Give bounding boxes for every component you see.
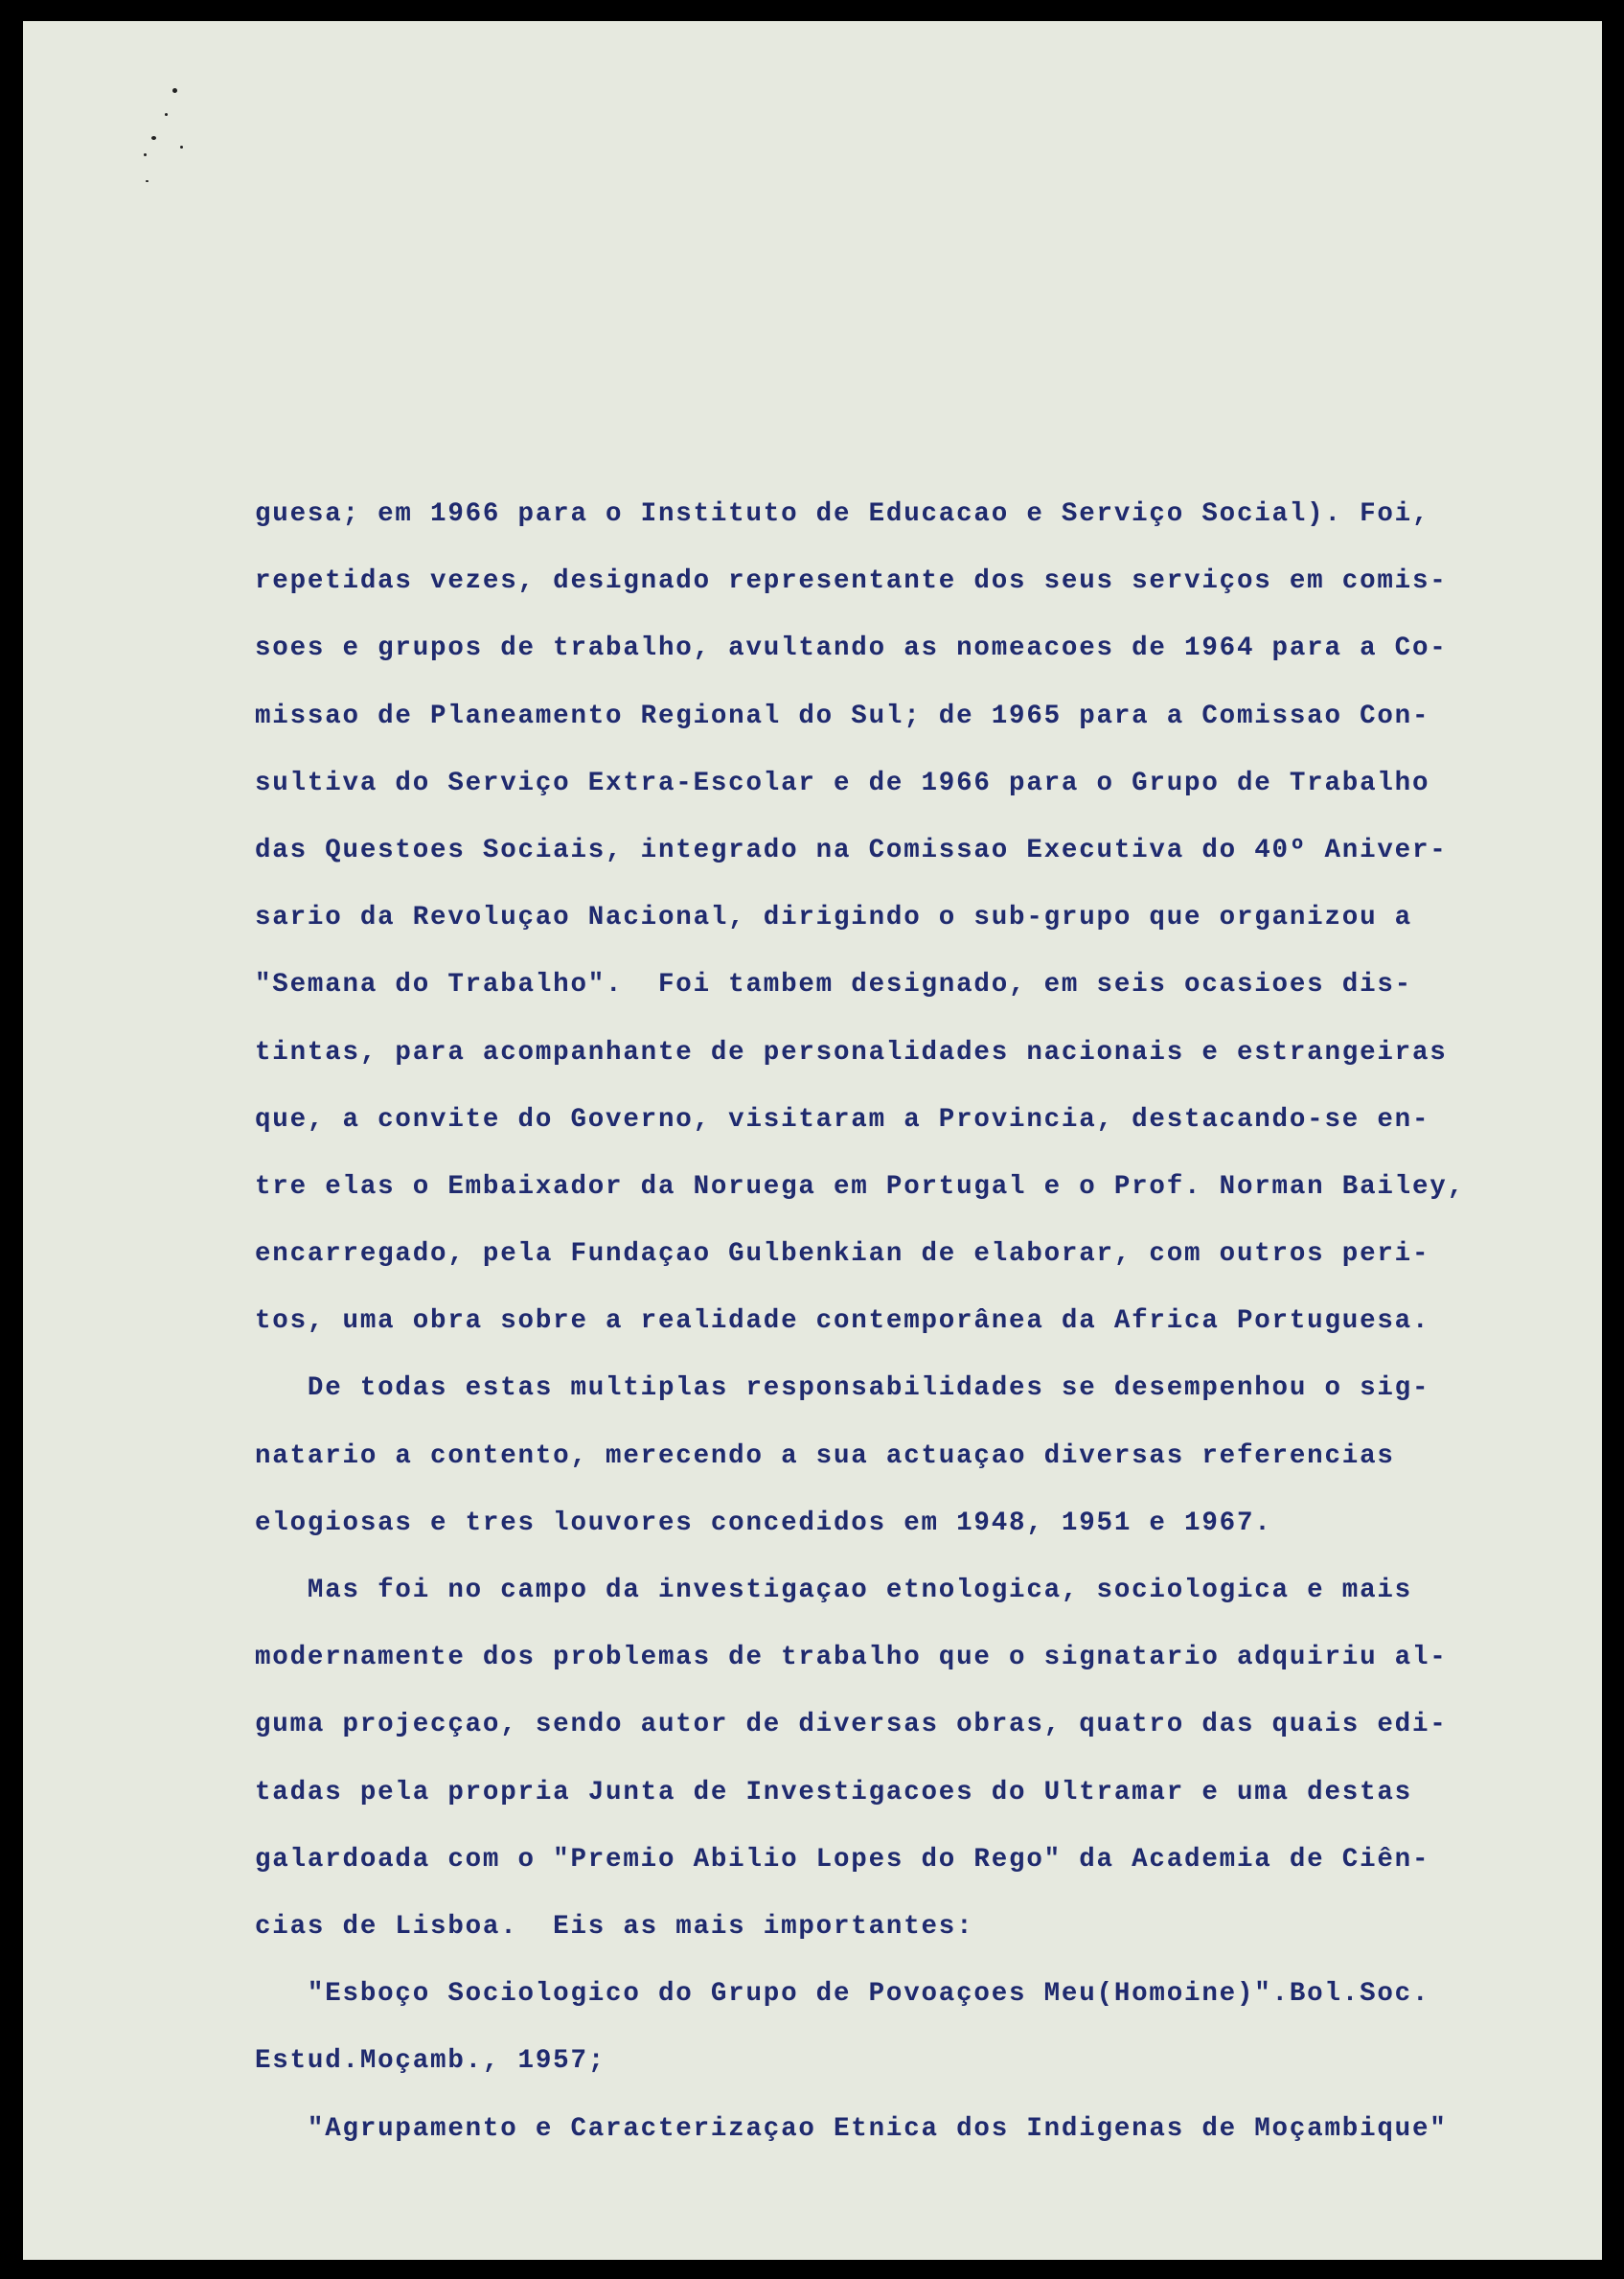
text-line: que, a convite do Governo, visitaram a Provincia, destacando-se en- [255, 1104, 1430, 1135]
typewritten-text [255, 481, 1582, 2163]
ink-speck [172, 88, 177, 93]
ink-speck [146, 180, 149, 182]
text-line: "Esboço Sociologico do Grupo de Povoaçoes Meu(Homoine)".Bol.Soc. [255, 1979, 1430, 2010]
text-line: sultiva do Serviço Extra-Escolar e de 1966 para o Grupo de Trabalho [255, 768, 1430, 798]
ink-specks [80, 59, 195, 203]
text-line: tadas pela propria Junta de Investigacoes do Ultramar e uma destas [255, 1777, 1412, 1807]
text-line: elogiosas e tres louvores concedidos em 1948, 1951 e 1967. [255, 1508, 1272, 1538]
text-line: Estud.Moçamb., 1957; [255, 2046, 606, 2077]
text-line: modernamente dos problemas de trabalho que o signatario adquiriu al- [255, 1643, 1448, 1673]
document-page [23, 21, 1602, 2260]
ink-speck [165, 113, 168, 116]
text-line: guesa; em 1966 para o Instituto de Educacao e Serviço Social). Foi, [255, 499, 1430, 529]
text-line: Mas foi no campo da investigaçao etnologica, sociologica e mais [255, 1576, 1412, 1605]
text-line: tos, uma obra sobre a realidade contemporânea da Africa Portuguesa. [255, 1306, 1430, 1337]
text-line: missao de Planeamento Regional do Sul; de 1965 para a Comissao Con- [255, 701, 1430, 731]
text-line: repetidas vezes, designado representante dos seus serviços em comis- [255, 566, 1448, 597]
text-line: soes e grupos de trabalho, avultando as nomeacoes de 1964 para a Co- [255, 633, 1448, 664]
text-line: sario da Revoluçao Nacional, dirigindo o sub-grupo que organizou a [255, 903, 1412, 933]
text-line: das Questoes Sociais, integrado na Comissao Executiva do 40º Aniver- [255, 835, 1448, 865]
text-line: De todas estas multiplas responsabilidades se desempenhou o sig- [255, 1373, 1430, 1404]
text-line: natario a contento, merecendo a sua actuaçao diversas referencias [255, 1440, 1395, 1471]
text-line: "Agrupamento e Caracterizaçao Etnica dos Indigenas de Moçambique" [255, 2113, 1448, 2144]
text-line: "Semana do Trabalho". Foi tambem designado, em seis ocasioes dis- [255, 970, 1412, 1001]
text-line: tre elas o Embaixador da Noruega em Portugal e o Prof. Norman Bailey, [255, 1171, 1465, 1202]
text-line: galardoada com o "Premio Abilio Lopes do Rego" da Academia de Ciên- [255, 1844, 1430, 1875]
ink-speck [180, 146, 183, 149]
text-line: tintas, para acompanhante de personalidades nacionais e estrangeiras [255, 1037, 1448, 1068]
ink-speck [151, 136, 156, 140]
text-line: guma projecçao, sendo autor de diversas obras, quatro das quais edi- [255, 1710, 1448, 1740]
ink-speck [144, 153, 147, 156]
text-line: encarregado, pela Fundaçao Gulbenkian de elaborar, com outros peri- [255, 1239, 1430, 1270]
text-line: cias de Lisboa. Eis as mais importantes: [255, 1911, 974, 1942]
